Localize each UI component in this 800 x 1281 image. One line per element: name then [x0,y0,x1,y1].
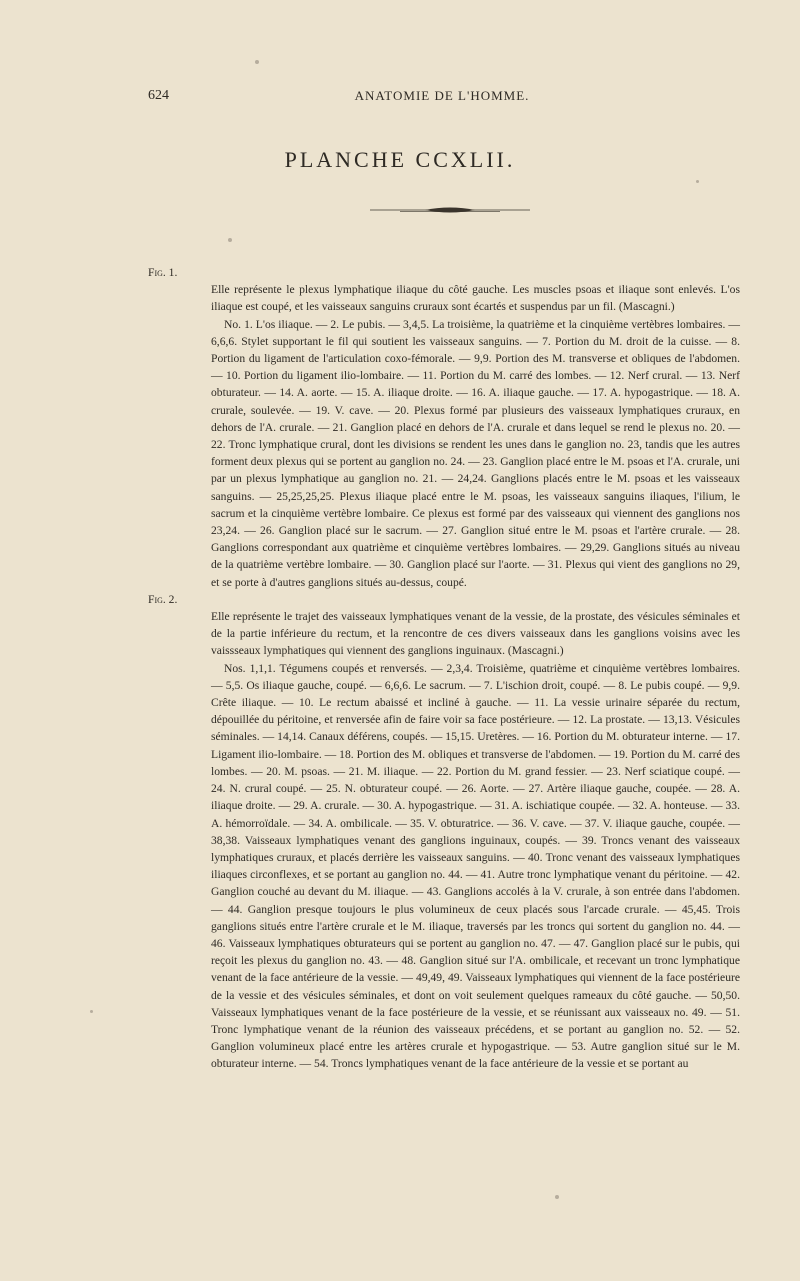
page-header [148,88,736,108]
paper-speck [696,180,699,183]
figure-1-label: Fig. 1. [148,266,178,279]
plate-legend [148,264,740,1073]
figure-1-detail: No. 1. L'os iliaque. — 2. Le pubis. — 3,4,5. La troisième, la quatrième et la cinquième vertèbres lombaires. — 6,6,6. Stylet supportant le fil qui soutient les vaisseaux sanguins. — 7. Portion du M. droit de la cuisse. — 8. Portion du ligament de l'articulation coxo-fémorale. — 9,9. Portion des M. transverse et obliques de l'abdomen. — 10. Portion du ligament ilio-lombaire. — 11. Portion du M. carré des lombes. — 12. Nerf crural. — 13. Nerf obturateur. — 14. A. aorte. — 15. A. iliaque droite. — 16. A. iliaque gauche. — 17. A. hypogastrique. — 18. A. crurale, soulevée. — 19. V. cave. — 20. Plexus formé par plusieurs des vaisseaux lymphatiques cruraux, en dehors de l'A. crurale. — 21. Ganglion placé en dehors de l'A. crurale et dans lequel se rend le plexus no. 20. — 22. Tronc lymphatique crural, dont les divisions se rendent les unes dans le ganglion no. 23, tandis que les autres forment deux plexus qui se portent au ganglion no. 24. — 23. Ganglion placé entre le M. psoas et l'A. crurale, uni par un plexus lymphatique au ganglion no. 21. — 24,24. Ganglions placés entre le M. psoas et les vaisseaux sanguins. — 25,25,25,25. Plexus iliaque placé entre le M. psoas, les vaisseaux sanguins iliaques, l'ilium, le sacrum et la cinquième vertèbre lombaire. Ce plexus est formé par des vaisseaux qui viennent des ganglions nos 23,24. — 26. Ganglion placé sur le sacrum. — 27. Ganglion situé entre le M. psoas et l'artère crurale. — 28. Ganglions correspondant aux quatrième et cinquième vertèbres lombaires. — 29,29. Ganglions situés au niveau de la quatrième vertèbre lombaire. — 30. Ganglion placé sur l'aorte. — 31. Plexus qui vient des ganglions no 29, et se porte à d'autres ganglions situés au-dessus, coupé. [211,317,740,589]
figure-2-detail: Nos. 1,1,1. Tégumens coupés et renversés. — 2,3,4. Troisième, quatrième et cinquième vertèbres lombaires. — 5,5. Os iliaque gauche, coupé. — 6,6,6. Le sacrum. — 7. L'ischion droit, coupé. — 8. Le pubis coupé. — 9,9. Crête iliaque. — 10. Le rectum abaissé et incliné à gauche. — 11. La vessie urinaire séparée du rectum, dépouillée du péritoine, et renversée afin de faire voir sa face postérieure. — 12. La prostate. — 13,13. Vésicules séminales. — 14,14. Canaux déférens, coupés. — 15,15. Uretères. — 16. Portion du M. obturateur interne. — 17. Ligament ilio-lombaire. — 18. Portion des M. obliques et transverse de l'abdomen. — 19. Portion du M. carré des lombes. — 20. M. psoas. — 21. M. iliaque. — 22. Portion du M. grand fessier. — 23. Nerf sciatique coupé. — 24. N. crural coupé. — 25. N. obturateur coupé. — 26. Aorte. — 27. Artère iliaque gauche, coupée. — 28. A. iliaque droite. — 29. A. crurale. — 30. A. hypogastrique. — 31. A. ischiatique coupée. — 32. A. honteuse. — 33. A. hémorroïdale. — 34. A. ombilicale. — 35. V. obturatrice. — 36. V. cave. — 37. V. iliaque gauche, coupée. — 38,38. Vaisseaux lymphatiques venant des ganglions inguinaux, coupés. — 39. Troncs venant des vaisseaux lymphatiques cruraux, et placés derrière les vaisseaux sanguins. — 40. Tronc venant des vaisseaux lymphatiques iliaques circonflexes, et se portant au ganglion no. 44. — 41. Autre tronc lymphatique venant du péritoine. — 42. Ganglion couché au devant du M. iliaque. — 43. Ganglions accolés à la V. crurale, à son entrée dans l'abdomen. — 44. Ganglion presque toujours le plus volumineux de ceux placés sous l'arcade crurale. — 45,45. Trois ganglions situés entre l'artère crurale et le M. iliaque, traversés par les troncs qui sortent du ganglion no. 44. — 46. Vaisseaux lymphatiques obturateurs qui se portent au ganglion no. 47. — 47. Ganglion placé sur le pubis, qui reçoit les plexus du ganglion no. 43. — 48. Ganglion situé sur l'A. ombilicale, et recevant un tronc lymphatique venant de la face antérieure de la vessie. — 49,49, 49. Vaisseaux lymphatiques qui viennent de la face postérieure de la vessie et des vésicules séminales, et dont on voit seulement quelques rameaux du côté gauche. — 50,50. Vaisseaux lymphatiques venant de la face postérieure de la vessie, et se réunissant aux vaisseaux no. 49. — 51. Tronc lymphatique venant de la réunion des vaisseaux précédens, et se portant au ganglion no. 52. — 52. Ganglion volumineux placé entre les artères crurale et hypogastrique. — 53. Autre ganglion situé sur le M. obturateur interne. — 54. Troncs lymphatiques venant de la face antérieure de la vessie et se portant au [211,661,740,1071]
plate-title: PLANCHE CCXLII. [284,147,516,172]
figure-2-label: Fig. 2. [148,592,178,606]
figure-2-intro: Elle représente le trajet des vaisseaux lymphatiques venant de la vessie, de la prostate, des vésicules séminales et de la partie inférieure du rectum, et la rencontre de ces divers vaisseaux dans les ganglions voisins avec les vaissseaux lymphatiques qui viennent des ganglions inguinaux. (Mascagni.) [211,610,740,658]
running-title: ANATOMIE DE L'HOMME. [354,88,530,103]
figure-1-intro: Elle représente le plexus lymphatique iliaque du côté gauche. Les muscles psoas et iliaque sont enlevés. L'os iliaque est coupé, et les vaisseaux sanguins cruraux sont écartés et suspendus par un fil. (Mascagni.) [211,283,740,314]
figure-2-legend [148,591,740,1073]
page-number: 624 [148,88,169,103]
paper-speck [555,1195,559,1199]
paper-speck [255,60,259,64]
paper-speck [228,238,232,242]
paper-speck [90,1010,93,1013]
ornamental-rule [370,206,530,214]
figure-1-legend [148,264,740,591]
